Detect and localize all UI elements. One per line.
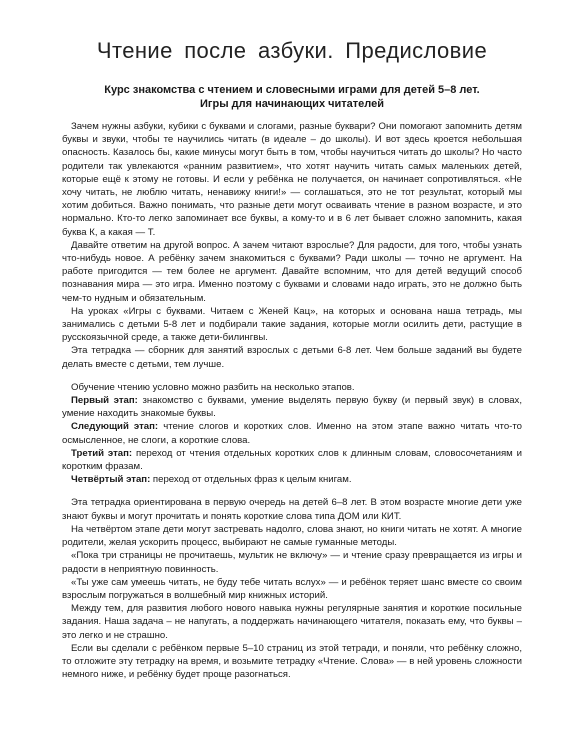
paragraph-quote-2: «Ты уже сам умеешь читать, не буду тебе читать вслух» — и ребёнок теряет шанс вместе со своим взрослым погружаться в волшебный мир книжных историй. [62,576,522,601]
stage-label: Четвёртый этап: [71,474,151,486]
stage-text: знакомство с буквами, умение выделять первую букву (и первый звук) в словах, умение находить знакомые буквы. [62,395,522,420]
stage-text: чтение слогов и коротких слов. Именно на этом этапе важно читать что-то осмысленное, не слоги, а короткие слова. [62,421,522,446]
subtitle-line-1: Курс знакомства с чтением и словесными играми для детей 5–8 лет. [104,84,480,96]
section-spacer [62,486,522,496]
stage-label: Первый этап: [71,395,138,407]
section-spacer [62,371,522,381]
stage-text: переход от отдельных фраз к целым книгам. [150,474,352,486]
stage-label: Третий этап: [71,447,133,459]
paragraph-advice: Если вы сделали с ребёнком первые 5–10 страниц из этой тетради, и поняли, что ребёнку сложно, то отложите эту тетрадку на время, и возьмите тетрадку «Чтение. Слова» — в ней уровень сложности немного ниже, и ребёнку будет проще разогнаться. [62,642,522,681]
paragraph-fourth-stage: На четвёртом этапе дети могут застревать надолго, слова знают, но книги читать не хотят. А многие родители, желая ускорить процесс, выбирают не самые гуманные методы. [62,523,522,549]
paragraph-why-read: Давайте ответим на другой вопрос. А зачем читают взрослые? Для радости, для того, чтобы узнать что-нибудь новое. А ребёнку зачем знакомиться с буквами? Ради школы — точно не аргумент. На работе пригодится — тем более не аргумент. Давайте вспомним, что для детей ведущий способ познавания мира — это игра. Именно поэтому с буквами и словами надо играть, это не должно быть чем-то нудным и обязательным. [62,239,522,304]
stage-item [62,420,522,446]
stage-item [62,473,522,486]
paragraph-lessons: На уроках «Игры с буквами. Читаем с Женей Кац», на которых и основана наша тетрадь, мы занимались с детьми 5-8 лет и подбирали такие задания, которые могли осилить дети, растущие в русскоязычной среде, а также дети-билингвы. [62,305,522,344]
paragraph-workbook: Эта тетрадка — сборник для занятий взрослых с детьми 6-8 лет. Чем больше заданий вы будете делать вместе с детьми, тем лучше. [62,345,522,370]
subtitle-line-2: Игры для начинающих читателей [200,98,384,110]
page-subtitle [62,83,522,111]
paragraph-regular-practice: Между тем, для развития любого нового навыка нужны регулярные занятия и короткие посильные задания. Наша задача – не напугать, а поддержать начинающего читателя, показать ему, что буквы – это легко и не страшно. [62,603,522,641]
stage-label: Следующий этап: [71,421,159,433]
page-title: Чтение после азбуки. Предисловие [96,38,488,63]
stages-intro: Обучение чтению условно можно разбить на несколько этапов. [71,381,355,393]
paragraph-quote-1: «Пока три страницы не прочитаешь, мультик не включу» — и чтение сразу превращается из игры и радости в неприятную повинность. [62,550,522,575]
paragraph-intro: Зачем нужны азбуки, кубики с буквами и слогами, разные буквари? Они помогают запомнить детям буквы и звуки, чтобы те научились читать (в идеале – до школы). И вот здесь кроется небольшая опасность. Казалось бы, какие минусы могут быть в том, чтобы научиться читать до школы? Но часто родители так увлекаются «ранним развитием», что хотят научить читать самых маленьких детей, которые ещё к этому не готовы. И если у ребёнка не получается, он начинает сопротивляться. «Не хочу читать, не люблю читать, ненавижу книги!» — соглашаться, это не тот результат, который мы хотим добиться. Важно понимать, что разные дети могут осваивать чтение в разном возрасте, и это нормально. Кто-то легко запоминает все буквы, а кому-то и в 6 лет бывает сложно запомнить, какая буква К, а какая — Т. [62,121,522,238]
stage-text: переход от чтения отдельных коротких слов к длинным словам, словосочетаниям и коротким фразам. [62,447,522,473]
paragraph-target-age: Эта тетрадка ориентирована в первую очередь на детей 6–8 лет. В этом возрасте многие дети уже знают буквы и могут прочитать и понять короткие слова типа ДОМ или КИТ. [62,497,522,522]
stage-item [62,394,522,420]
stage-item [62,447,522,473]
